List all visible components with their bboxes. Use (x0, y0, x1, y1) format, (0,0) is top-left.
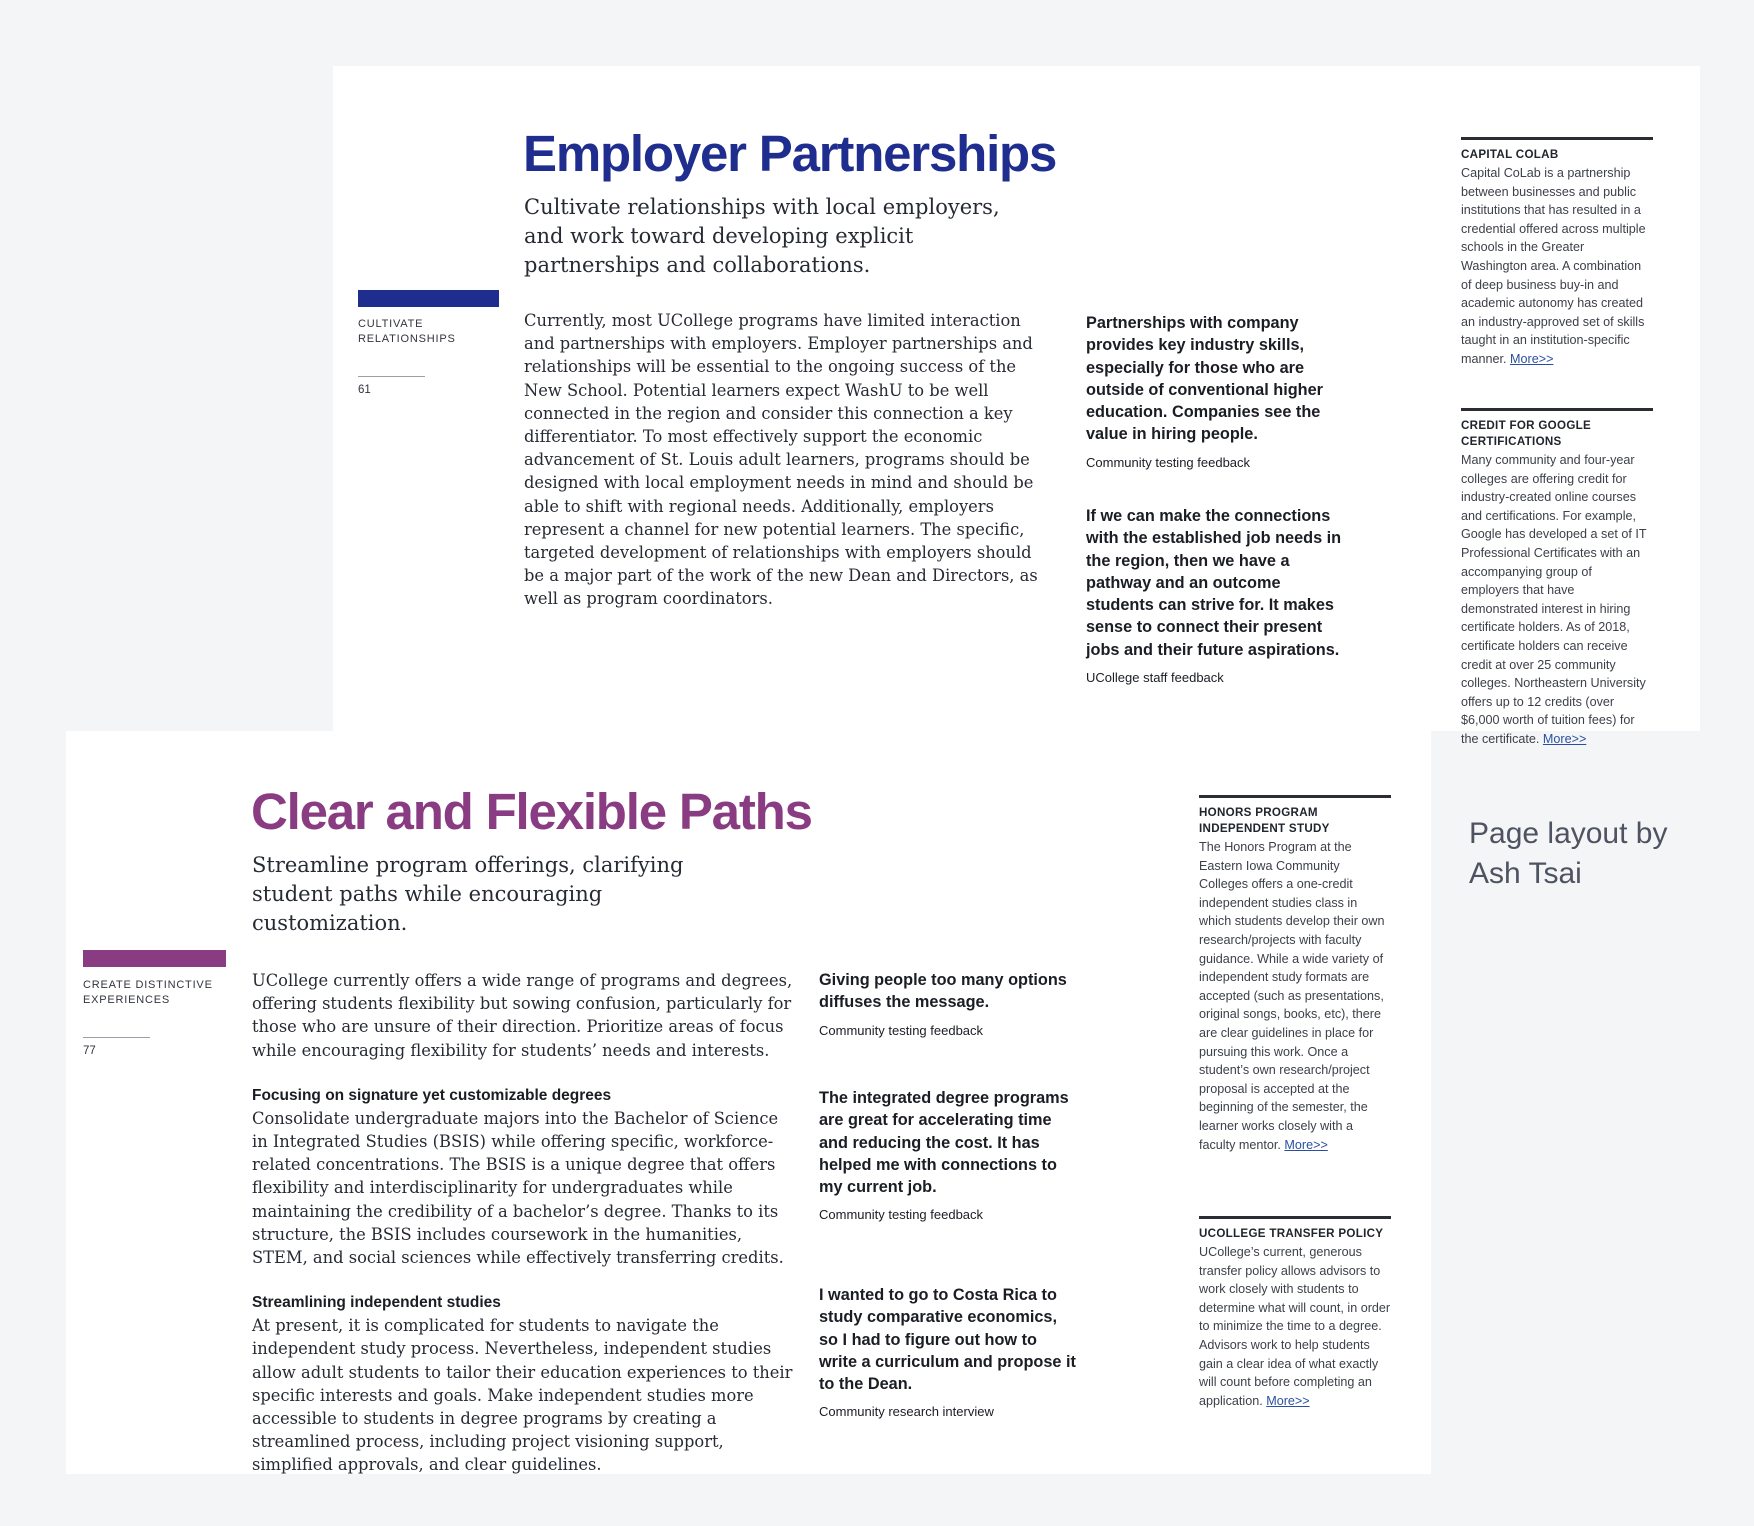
credit-line: Page layout by (1469, 817, 1668, 850)
section-label-line: CULTIVATE (358, 318, 424, 330)
more-link[interactable]: More>> (1542, 731, 1587, 746)
sidebar-body (1461, 164, 1653, 369)
section-color-bar (358, 290, 499, 307)
quote-source: UCollege staff feedback (1086, 670, 1224, 686)
sidebar-heading: CAPITAL COLAB (1461, 148, 1559, 161)
quote-source: Community testing feedback (819, 1022, 984, 1038)
section-label (83, 978, 213, 1008)
quote-text: The integrated degree programs are great for accelerating time and reducing the cost. It has helped me with connections to my current job. (819, 1089, 1069, 1197)
subsection-body: At present, it is complicated for students to navigate the independent study process. Nevertheless, independent studies allow adult students to tailor their education experiences to their specific interests and goals. Make independent studies more accessible to students in degree programs by creating a streamlined process, including project visioning support, simplified approvals, and clear guidelines. (252, 1316, 793, 1475)
quote-text: If we can make the connections with the established job needs in the region, then we have a pathway and an outcome students can strive for. It makes sense to connect their present jobs and their future aspirations. (1086, 507, 1342, 659)
pull-quote (819, 1087, 1079, 1222)
sidebar-body (1461, 451, 1653, 749)
sidebar-body-text: Capital CoLab is a partnership between businesses and public institutions that has resulted in a credential offered across multiple schools in the Greater Washington area. A combination of deep business buy-in and academic autonomy has created an industry-approved set of skills taught in an institution-specific manner. (1461, 166, 1646, 366)
section-label-line: RELATIONSHIPS (358, 333, 456, 345)
sidebar-case-study (1461, 408, 1653, 749)
sidebar-body (1199, 1243, 1391, 1410)
section-label (358, 317, 456, 347)
sidebar-case-study (1199, 795, 1391, 1154)
sidebar-case-study (1199, 1216, 1391, 1410)
sidebar-case-study (1461, 137, 1653, 369)
quote-source: Community testing feedback (1086, 454, 1251, 470)
clear-flexible-paths-page (66, 731, 1431, 1474)
page-title: Clear and Flexible Paths (251, 783, 812, 840)
subsection-heading: Focusing on signature yet customizable degrees (252, 1086, 612, 1104)
subsection-heading: Streamlining independent studies (252, 1294, 501, 1312)
quote-source: Community testing feedback (819, 1207, 984, 1223)
quote-text: I wanted to go to Costa Rica to study comparative economics, so I had to figure out how to write a curriculum and propose it to the Dean. (819, 1286, 1076, 1394)
pull-quote (1086, 505, 1346, 685)
section-label-line: EXPERIENCES (83, 994, 171, 1006)
sidebar-body-text: Many community and four-year colleges are offering credit for industry-created online courses and certifications. For example, Google has developed a set of IT Professional Certificates with an accompanying group of employers that have demonstrated interest in hiring certificate holders. As of 2018, certificate holders can receive credit at over 25 community colleges. Northeastern University offers up to 12 credits (over $6,000 worth of tuition fees) for the certificate. (1461, 453, 1647, 746)
more-link[interactable]: More>> (1510, 351, 1554, 366)
sidebar-body-text: The Honors Program at the Eastern Iowa Community Colleges offers a one-credit independent studies class in which students develop their own research/projects with faculty guidance. While a wide variety of independent study formats are accepted (such as presentations, original songs, books, etc), there are clear guidelines in place for pursuing this work. Once a student’s own research/project proposal is accepted at the beginning of the semester, the learner works closely with a faculty mentor. (1199, 840, 1385, 1152)
pull-quote (819, 969, 1079, 1038)
sidebar-heading: HONORS PROGRAM INDEPENDENT STUDY (1199, 806, 1330, 835)
page-title: Employer Partnerships (523, 125, 1057, 182)
intro-paragraph: UCollege currently offers a wide range of programs and degrees, offering students flexibility but sowing confusion, particularly for those who are unsure of their direction. Prioritize areas of focus while encouraging flexibility for students’ needs and interests. (252, 971, 793, 1060)
quote-text: Partnerships with company provides key industry skills, especially for those who are outside of conventional higher education. Companies see the value in hiring people. (1086, 314, 1323, 444)
pull-quote (819, 1284, 1079, 1419)
more-link[interactable]: More>> (1266, 1393, 1310, 1408)
section-label-line: CREATE DISTINCTIVE (83, 979, 213, 991)
employer-partnerships-page (333, 66, 1700, 746)
quote-source: Community research interview (819, 1404, 994, 1420)
credit-author: Ash Tsai (1469, 857, 1582, 890)
page-subtitle: Cultivate relationships with local employers, and work toward developing explicit partnerships and collaborations. (524, 195, 1000, 277)
quote-text: Giving people too many options diffuses the message. (819, 971, 1067, 1012)
sidebar-heading: CREDIT FOR GOOGLE CERTIFICATIONS (1461, 419, 1592, 448)
page-number-rule (358, 376, 425, 377)
pull-quote (1086, 312, 1346, 470)
page-number: 77 (83, 1045, 96, 1057)
sidebar-body (1199, 838, 1391, 1154)
sidebar-body-text: UCollege’s current, generous transfer policy allows advisors to work closely with students to determine what will count, in order to minimize the time to a degree. Advisors work to help students gain a clear idea of what exactly will count before completing an application. (1199, 1245, 1391, 1408)
more-link[interactable]: More>> (1284, 1137, 1328, 1152)
sidebar-heading: UCOLLEGE TRANSFER POLICY (1199, 1227, 1384, 1240)
page-number: 61 (358, 384, 371, 396)
body-paragraph: Currently, most UCollege programs have limited interaction and partnerships with employers. Employer partnerships and relationships will be essential to the ongoing success of the New School. Potential learners expect WashU to be well connected in the region and consider this connection a key differentiator. To most effectively support the economic advancement of St. Louis adult learners, programs should be designed with local employment needs in mind and should be able to shift with regional needs. Additionally, employers represent a channel for new potential learners. The specific, targeted development of relationships with employers should be a major part of the work of the new Dean and Directors, as well as program coordinators. (524, 311, 1038, 609)
page-number-rule (83, 1037, 150, 1038)
subsection-body: Consolidate undergraduate majors into the Bachelor of Science in Integrated Studies (BSIS) while offering specific, workforce-related concentrations. The BSIS is a unique degree that offers flexibility and interdisciplinarity for undergraduates while maintaining the credibility of a bachelor’s degree. Thanks to its structure, the BSIS includes coursework in the humanities, STEM, and social sciences while effectively transferring credits. (252, 1108, 784, 1268)
layout-credit (1469, 814, 1667, 894)
body-column (252, 969, 797, 1477)
section-color-bar (83, 950, 226, 967)
page-subtitle: Streamline program offerings, clarifying student paths while encouraging customization. (252, 853, 684, 935)
